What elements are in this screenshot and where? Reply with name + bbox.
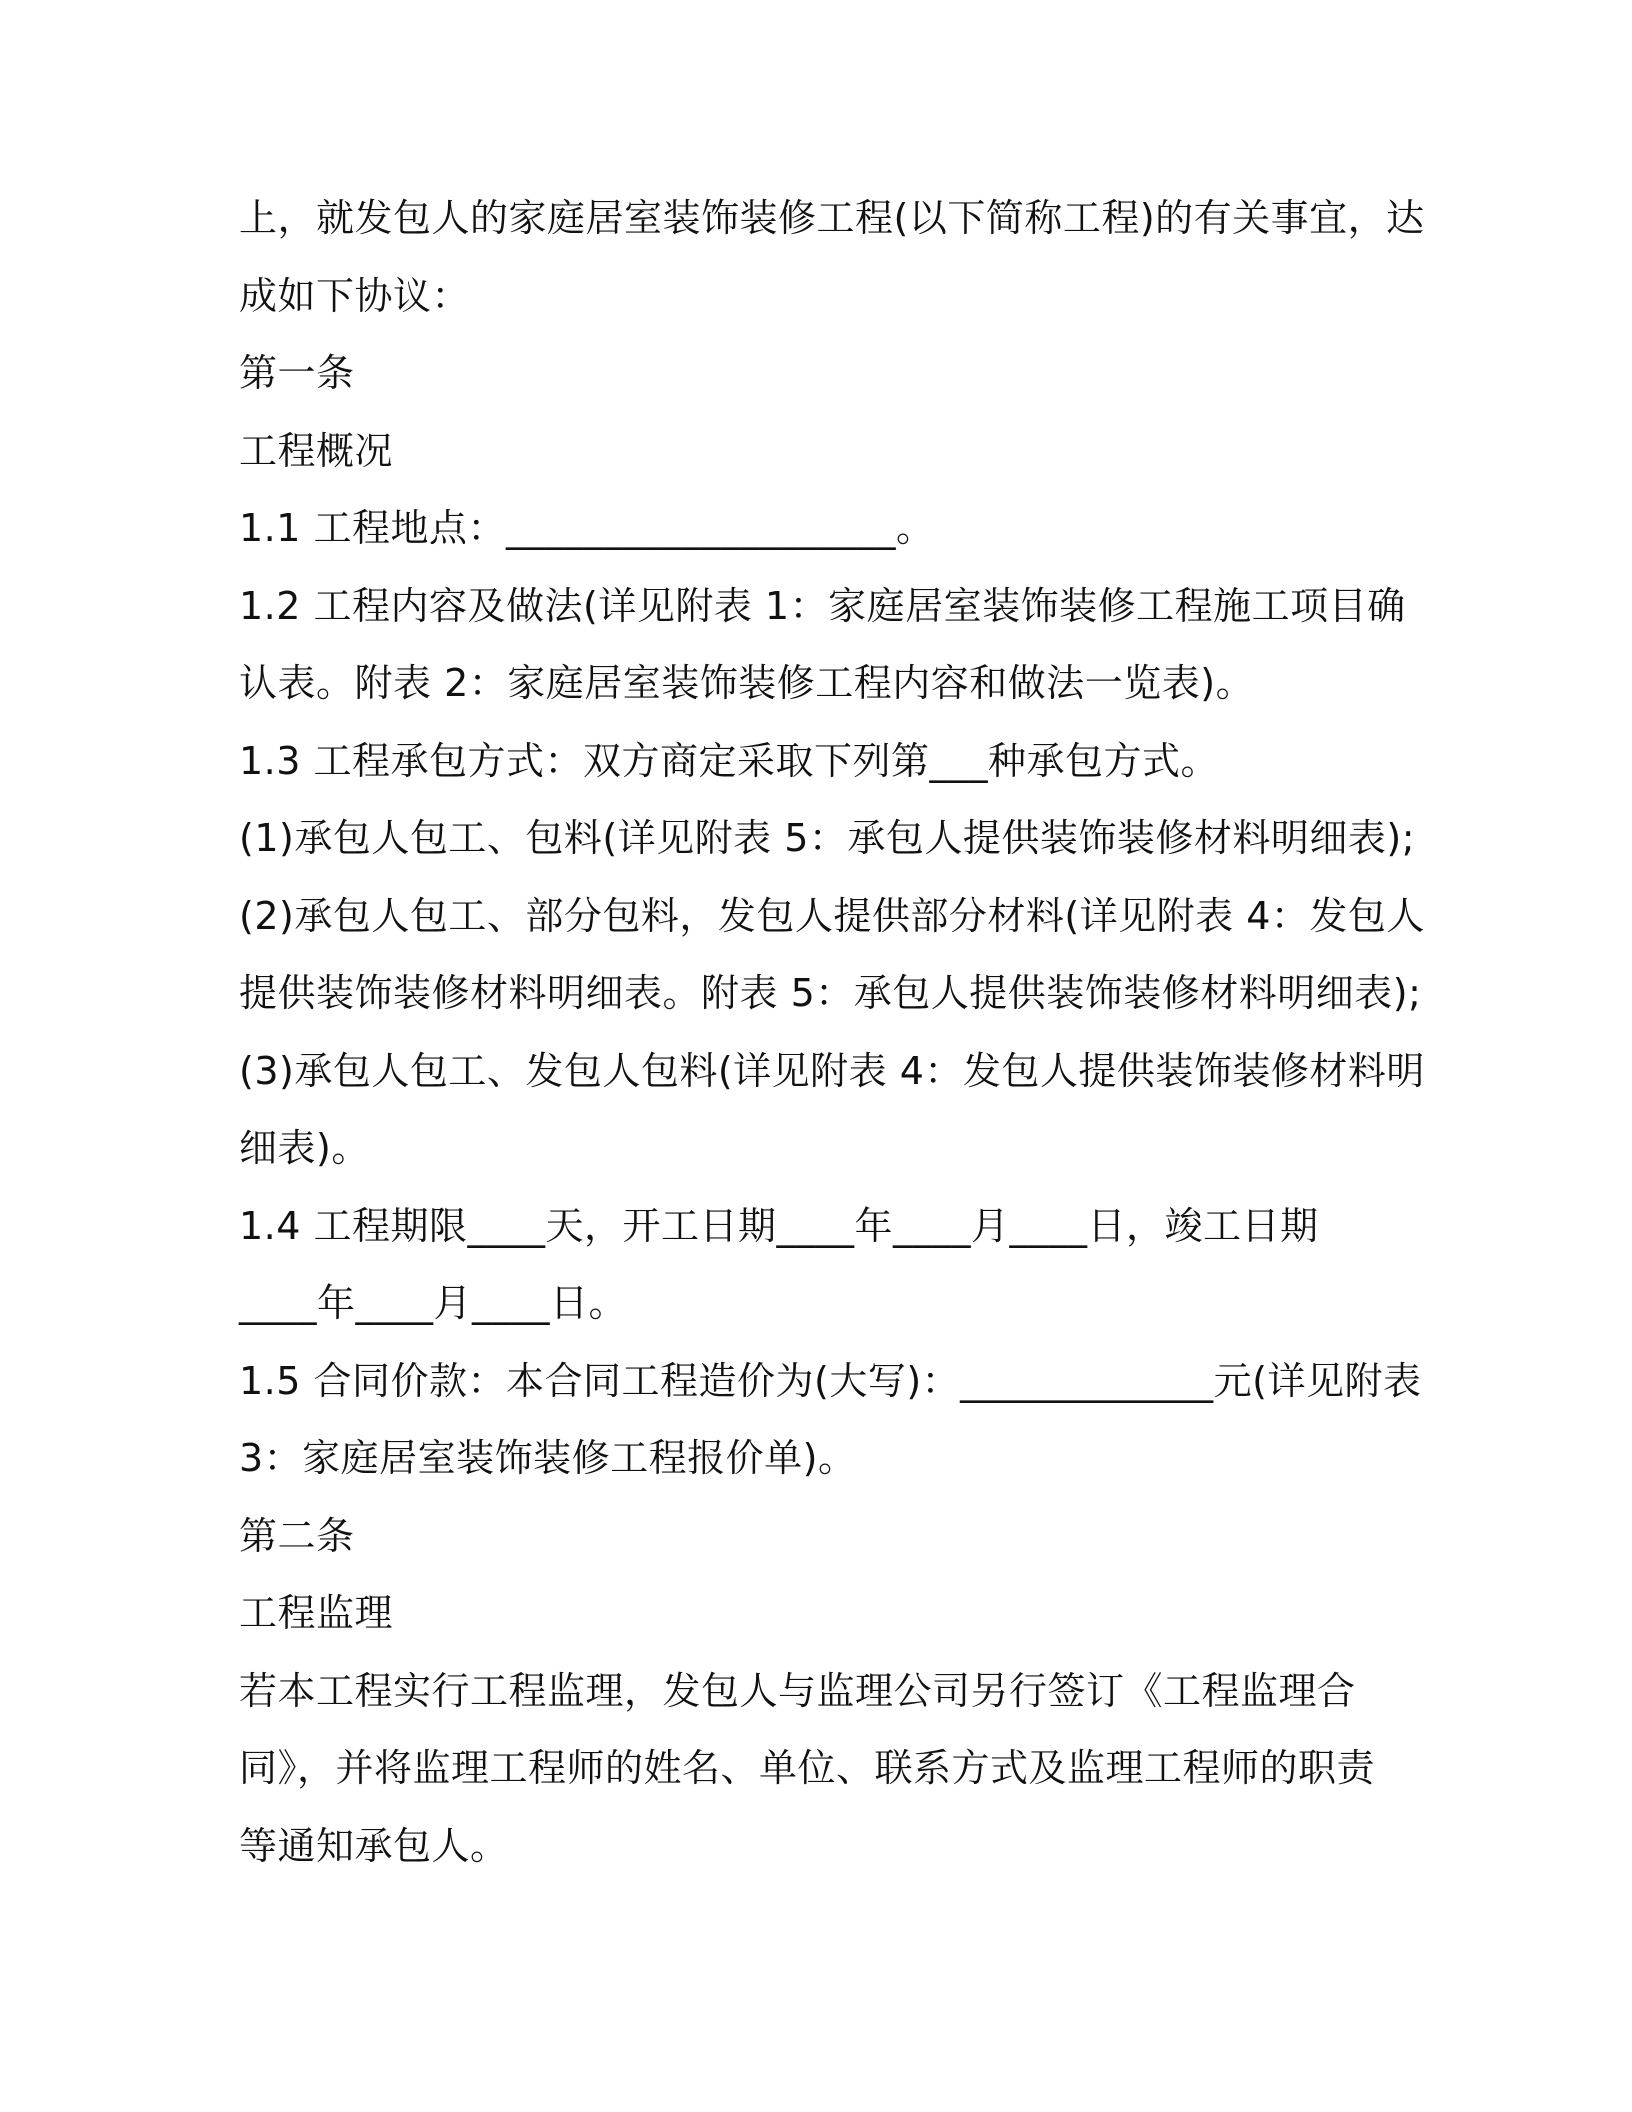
clause-1-2: 1.2 工程内容及做法(详见附表 1：家庭居室装饰装修工程施工项目确 (239, 583, 1406, 628)
clause-1-5-continued: 3：家庭居室装饰装修工程报价单)。 (239, 1436, 857, 1480)
option-1: (1)承包人包工、包料(详见附表 5：承包人提供装饰装修材料明细表); (239, 816, 1416, 860)
clause-1-2-continued: 认表。附表 2：家庭居室装饰装修工程内容和做法一览表)。 (239, 661, 1255, 705)
document-body (239, 192, 1425, 1897)
clause-1-5: 1.5 合同价款：本合同工程造价为(大写)：_____________元(详见附表 (239, 1358, 1422, 1403)
paragraph-line: 同》，并将监理工程师的姓名、单位、联系方式及监理工程师的职责 (239, 1746, 1376, 1790)
paragraph-line: 等通知承包人。 (239, 1823, 509, 1868)
option-3: (3)承包人包工、发包人包料(详见附表 4：发包人提供装饰装修材料明 (239, 1048, 1425, 1093)
clause-1-4-continued: ____年____月____日。 (239, 1281, 628, 1325)
option-2: (2)承包人包工、部分包料，发包人提供部分材料(详见附表 4：发包人 (239, 893, 1425, 938)
section-title: 工程概况 (239, 428, 394, 473)
clause-1-4: 1.4 工程期限____天，开工日期____年____月____日，竣工日期 (239, 1203, 1319, 1248)
clause-1-1: 1.1 工程地点：____________________。 (239, 506, 935, 550)
paragraph-line: 成如下协议： (239, 273, 471, 318)
section-title: 工程监理 (239, 1591, 394, 1635)
paragraph-line: 若本工程实行工程监理，发包人与监理公司另行签订《工程监理合 (239, 1668, 1356, 1713)
paragraph-line: 上，就发包人的家庭居室装饰装修工程(以下简称工程)的有关事宜，达 (239, 196, 1425, 240)
clause-1-3: 1.3 工程承包方式：双方商定采取下列第___种承包方式。 (239, 738, 1220, 783)
article-heading: 第二条 (239, 1513, 355, 1558)
option-2-continued: 提供装饰装修材料明细表。附表 5：承包人提供装饰装修材料明细表); (239, 971, 1422, 1015)
option-3-continued: 细表)。 (239, 1126, 370, 1170)
article-heading: 第一条 (239, 351, 355, 395)
